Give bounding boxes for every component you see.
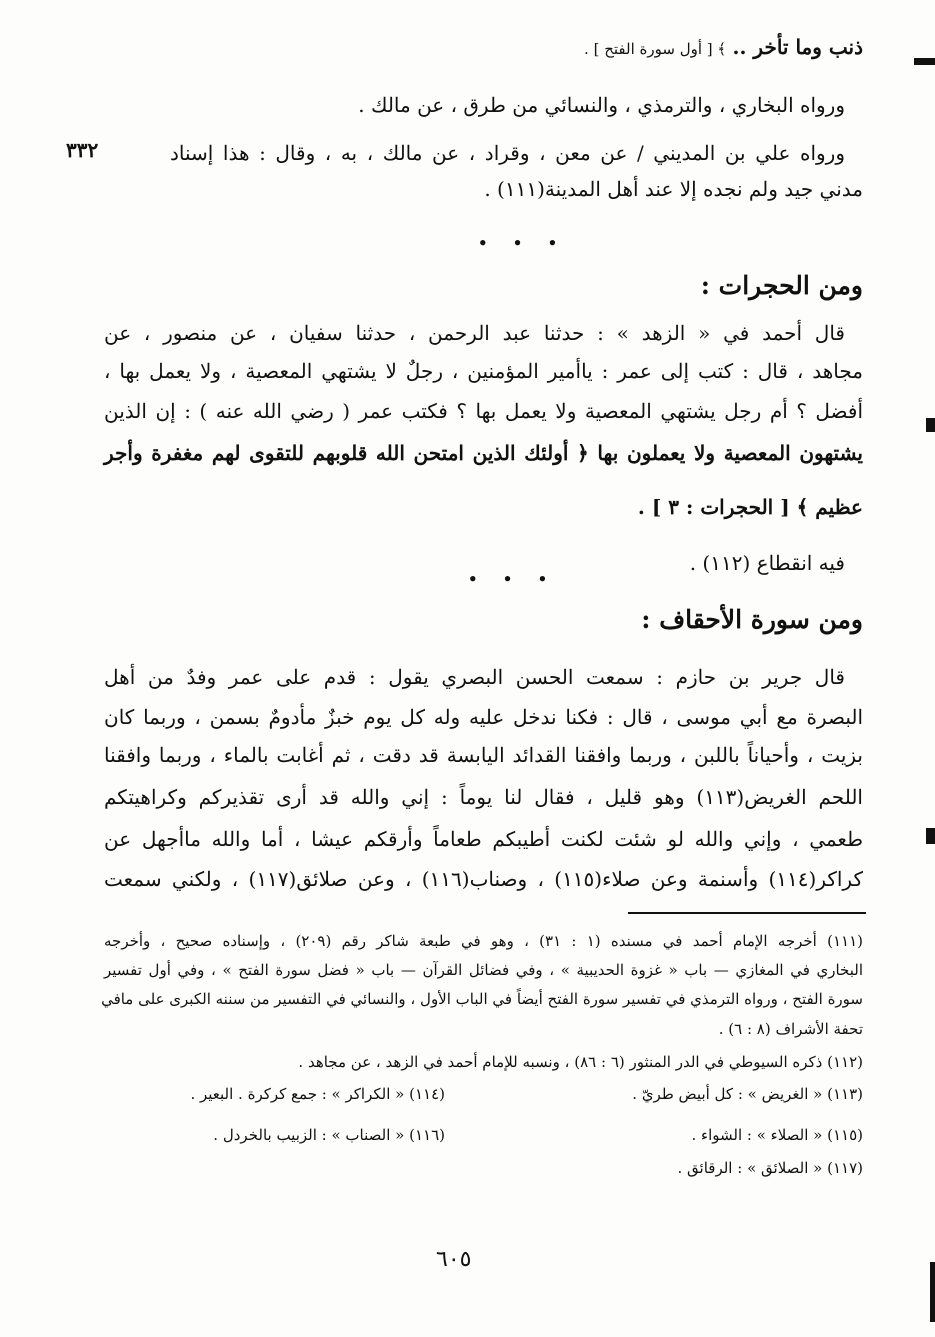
inqita-note: فيه انقطاع (١١٢) . [689,551,845,575]
hujurat-line: مجاهد ، قال : كتب إلى عمر : ياأمير المؤمنين ، رجلٌ لا يشتهي المعصية ، ولا يعمل بها ، [104,359,863,383]
hujurat-line: أفضل ؟ أم رجل يشتهي المعصية ولا يعمل بها ؟ فكتب عمر ( رضي الله عنه ) : إن الذين [104,399,863,423]
footnote-111-line: البخاري في المغازي — باب « غزوة الحديبية » ، وفي فضائل القرآن — باب « فضل سورة الفتح » ، وفي أول تفسير [104,961,863,979]
ahqaf-line: اللحم الغريض(١١٣) وهو قليل ، فقال لنا يوماً : إني والله قد أرى تقذيركم وكراهيتكم [104,785,863,809]
footnote-111-line: سورة الفتح ، ورواه الترمذي في تفسير سورة الفتح أيضاً في الباب الأول ، والنسائي في التفسير من سننه الكبرى على مافي [101,990,863,1008]
footnote-114: (١١٤) « الكراكر » : جمع كركرة . البعير . [190,1085,445,1103]
scan-edge-mark [926,418,935,432]
scan-edge-mark [930,1262,935,1322]
footnote-116: (١١٦) « الصناب » : الزبيب بالخردل . [213,1126,445,1144]
section-separator: • • • [468,570,558,588]
ahqaf-line: البصرة مع أبي موسى ، قال : فكنا ندخل عليه وله كل يوم خبزٌ مأدومٌ بسمن ، وربما كان [104,705,864,729]
surah-reference: ﴾ [ أول سورة الفتح ] . [584,40,727,58]
ahqaf-line: بزيت ، وأحياناً باللبن ، وربما وافقنا القدائد اليابسة قد دقت ، ثم أغابت بالماء ، وربما وافقنا [104,743,863,767]
scan-edge-mark [926,828,935,844]
footnote-111-last: تحفة الأشراف (٨ : ٦) . [718,1020,863,1038]
paragraph-madini-line1: ورواه علي بن المديني / عن معن ، وقراد ، عن مالك ، به ، وقال : هذا إسناد [170,141,845,165]
paragraph-bukhari: ورواه البخاري ، والترمذي ، والنسائي من طرق ، عن مالك . [358,93,845,117]
footnote-115: (١١٥) « الصلاء » : الشواء . [691,1126,863,1144]
heading-hujurat: ومن الحجرات : [700,271,863,300]
footnote-divider [628,912,866,914]
footnote-117: (١١٧) « الصلائق » : الرقائق . [677,1159,863,1177]
page-number: ٦٠٥ [436,1247,472,1272]
hujurat-line-quran: يشتهون المعصية ولا يعملون بها ﴿ أولئك الذين امتحن الله قلوبهم للتقوى لهم مغفرة وأجر [104,441,863,465]
footnote-111-line: (١١١) أخرجه الإمام أحمد في مسنده (١ : ٣١) ، وهو في طبعة شاكر رقم (٢٠٩) ، وإسناده صحيح ، وأخرجه [104,932,863,950]
scan-edge-mark [914,58,935,65]
ahqaf-line: قال جرير بن حازم : سمعت الحسن البصري يقول : قدم على عمر وفدٌ من أهل [104,665,845,689]
paragraph-madini-line2: مدني جيد ولم نجده إلا عند أهل المدينة(١١١) . [484,177,863,201]
section-separator: • • • [478,234,568,252]
verse-end: ذنب وما تأخر .. [732,35,863,59]
footnote-113: (١١٣) « الغريض » : كل أبيض طريّ . [632,1085,863,1103]
top-line [584,30,863,66]
hujurat-line: قال أحمد في « الزهد » : حدثنا عبد الرحمن ، حدثنا سفيان ، عن منصور ، عن [104,321,845,345]
ahqaf-line: طعمي ، وإني والله لو شئت لكنت أطيبكم طعاماً وأرقكم عيشا ، أما والله ماأجهل عن [104,827,863,851]
ahqaf-line: كراكر(١١٤) وأسنمة وعن صلاء(١١٥) ، وصناب(١١٦) ، وعن صلائق(١١٧) ، ولكني سمعت [104,867,863,891]
footnote-112: (١١٢) ذكره السيوطي في الدر المنثور (٦ : ٨٦) ، ونسبه للإمام أحمد في الزهد ، عن مجاهد . [298,1053,863,1071]
heading-ahqaf: ومن سورة الأحقاف : [641,605,863,634]
page-reference-number: ٣٣٢ [66,138,99,162]
hujurat-verse-end: عظيم ﴾ [ الحجرات : ٣ ] . [637,495,863,519]
